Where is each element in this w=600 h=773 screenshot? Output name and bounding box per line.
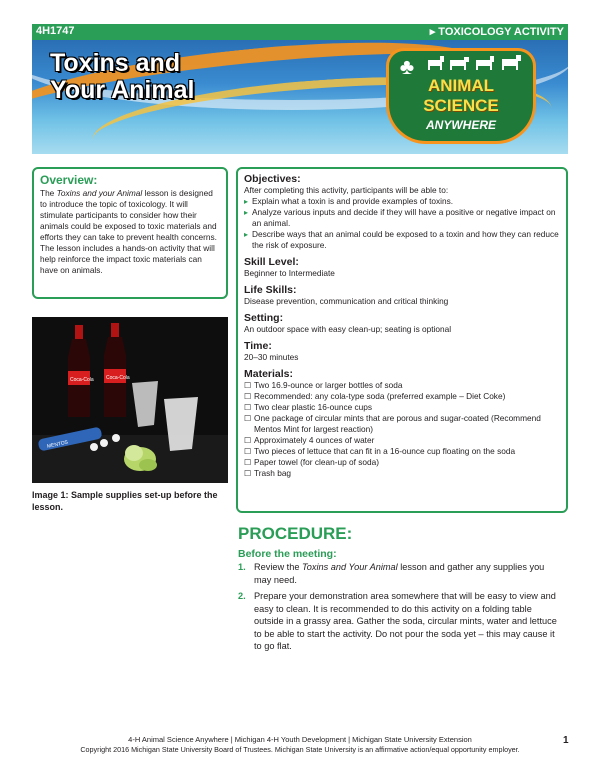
overview-heading: Overview:	[40, 173, 98, 187]
overview-text-italic: Toxins and your Animal	[56, 188, 143, 198]
objectives-heading: Objectives:	[244, 173, 301, 185]
material-item: ☐ Paper towel (for clean-up of soda)	[244, 457, 560, 468]
mint-icon	[100, 439, 108, 447]
title-line-2: Your Animal	[50, 76, 195, 104]
activity-label: ▸ TOXICOLOGY ACTIVITY	[429, 26, 564, 38]
animal-science-anywhere-logo	[386, 48, 536, 144]
publication-code: 4H1747	[36, 25, 75, 37]
supplies-photo	[32, 317, 228, 483]
objective-item: ▸ Analyze various inputs and decide if they will have a positive or negative impact on an animal.	[244, 207, 560, 229]
mint-label: MENTOS	[46, 439, 69, 450]
time-heading: Time:	[244, 340, 272, 352]
procedure-steps	[238, 561, 558, 657]
step-text-pre: Prepare your demonstration area somewhere that will be easy to view and easy to clean. It is recommended to do this activity on a folding table outside in a grassy area. Gather the soda, circular mints, water and lettuce to be able to start the activity. Do not pour the soda yet – this may cause it to go flat.	[254, 591, 557, 651]
before-meeting-heading: Before the meeting:	[238, 548, 337, 560]
objectives-intro: After completing this activity, participants will be able to:	[244, 185, 449, 195]
mint-icon	[90, 443, 98, 451]
material-item: ☐ Recommended: any cola-type soda (preferred example – Diet Coke)	[244, 391, 560, 402]
image-caption: Image 1: Sample supplies set-up before the lesson.	[32, 490, 218, 512]
logo-text-science: SCIENCE	[423, 96, 499, 115]
overview-text-post: lesson is designed to introduce the topic of toxicology. It will stimulate participants to consider how their animals could be exposed to toxic materials and efforts they can take to prevent health concerns. The lesson includes a hands-on activity that will help reinforce the impact toxic materials can have on animals.	[40, 188, 217, 275]
page-number: 1	[563, 735, 569, 746]
material-item: ☐ Two 16.9-ounce or larger bottles of soda	[244, 380, 560, 391]
skill-level-text: Beginner to Intermediate	[244, 268, 335, 278]
bottle-label-left: Coca-Cola	[70, 377, 94, 383]
procedure-heading: PROCEDURE:	[238, 524, 353, 543]
objectives-list	[244, 196, 560, 251]
materials-heading: Materials:	[244, 368, 294, 380]
step-text-pre: Review the	[254, 562, 303, 572]
objectives-box	[236, 167, 568, 513]
overview-box	[32, 167, 228, 299]
objective-item: ▸ Describe ways that an animal could be exposed to a toxin and how they can reduce the risk of exposure.	[244, 229, 560, 251]
clover-icon: ♣	[399, 54, 415, 79]
bottle-label-right: Coca-Cola	[106, 375, 130, 381]
activity-text: TOXICOLOGY ACTIVITY	[438, 26, 564, 38]
material-item: ☐ Two clear plastic 16-ounce cups	[244, 402, 560, 413]
animal-silhouettes-icon	[426, 54, 526, 68]
procedure-step	[238, 590, 558, 653]
setting-heading: Setting:	[244, 312, 284, 324]
footer-credits: 4-H Animal Science Anywhere | Michigan 4-H Youth Development | Michigan State University Extension	[128, 735, 472, 744]
life-skills-text: Disease prevention, communication and critical thinking	[244, 296, 449, 306]
title-line-1: Toxins and	[50, 49, 181, 77]
setting-text: An outdoor space with easy clean-up; seating is optional	[244, 324, 452, 334]
materials-list	[244, 380, 560, 479]
logo-text-anywhere: ANYWHERE	[425, 118, 496, 132]
footer-copyright: Copyright 2016 Michigan State University Board of Trustees. Michigan State University is an affirmative action/equal opportunity employer.	[80, 745, 520, 754]
procedure-step	[238, 561, 558, 586]
life-skills-heading: Life Skills:	[244, 284, 297, 296]
material-item: ☐ Trash bag	[244, 468, 560, 479]
material-item: ☐ One package of circular mints that are porous and sugar-coated (Recommend Mentos Mint for largest reaction)	[244, 413, 560, 435]
time-text: 20–30 minutes	[244, 352, 299, 362]
step-text-post: lesson and gather any supplies you may need.	[254, 562, 545, 585]
mint-icon	[112, 434, 120, 442]
objective-item: ▸ Explain what a toxin is and provide examples of toxins.	[244, 196, 560, 207]
overview-text-pre: The	[40, 188, 57, 198]
step-text-italic: Toxins and Your Animal	[302, 562, 398, 572]
step-number: 2.	[238, 591, 246, 601]
material-item: ☐ Approximately 4 ounces of water	[244, 435, 560, 446]
logo-text-animal: ANIMAL	[427, 76, 495, 95]
material-item: ☐ Two pieces of lettuce that can fit in a 16-ounce cup floating on the soda	[244, 446, 560, 457]
step-number: 1.	[238, 562, 246, 572]
page-title	[50, 50, 194, 104]
overview-text	[40, 188, 220, 276]
skill-level-heading: Skill Level:	[244, 256, 299, 268]
top-bar	[32, 24, 568, 40]
